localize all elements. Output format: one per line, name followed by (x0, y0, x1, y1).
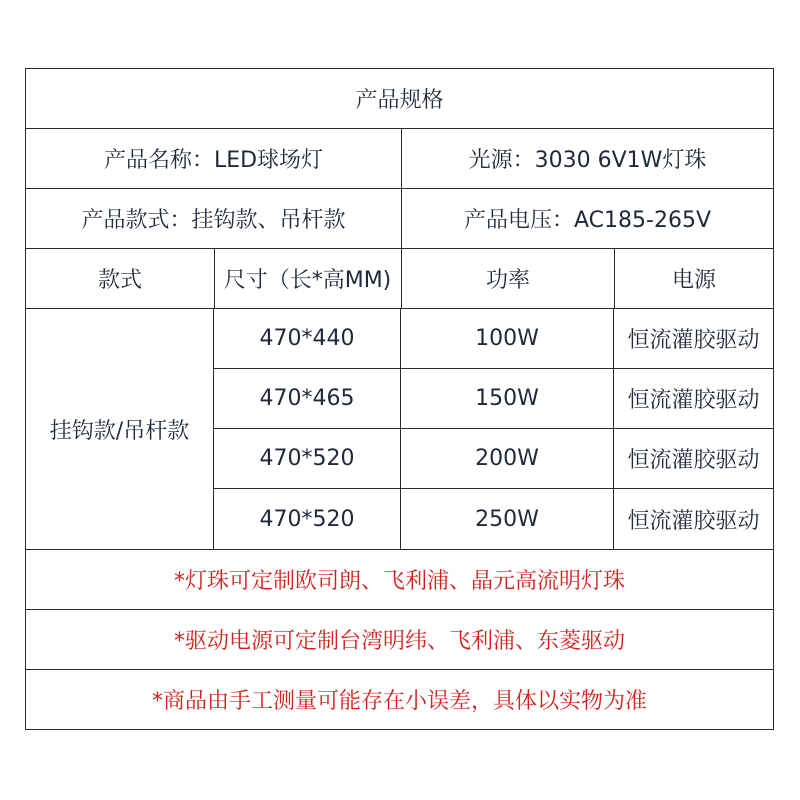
table-row (214, 309, 773, 369)
spec-title: 产品规格 (355, 88, 444, 113)
power-cell: 200W (475, 446, 539, 471)
table-row (214, 489, 773, 549)
product-voltage: 产品电压：AC185-265V (464, 208, 711, 233)
info-row-2 (26, 189, 773, 249)
note-row (26, 550, 773, 610)
note-driver: *驱动电源可定制台湾明纬、飞利浦、东菱驱动 (173, 629, 625, 654)
table-row (214, 369, 773, 429)
note-disclaimer: *商品由手工测量可能存在小误差，具体以实物为准 (151, 689, 647, 714)
data-area (26, 309, 773, 550)
spec-table (25, 68, 774, 730)
size-cell: 470*440 (259, 326, 355, 351)
style-value: 挂钩款/吊杆款 (26, 309, 214, 549)
size-cell: 470*520 (259, 506, 355, 532)
supply-cell: 恒流灌胶驱动 (627, 448, 760, 473)
product-style: 产品款式：挂钩款、吊杆款 (81, 208, 346, 233)
size-cell: 470*520 (259, 446, 355, 471)
product-name: 产品名称：LED球场灯 (103, 148, 324, 173)
table-row (214, 429, 773, 489)
header-size: 尺寸（长*高MM) (223, 268, 392, 293)
header-row (26, 249, 773, 309)
note-row (26, 610, 773, 670)
title-row (26, 69, 773, 129)
note-row (26, 670, 773, 729)
power-cell: 150W (475, 386, 539, 411)
header-supply: 电源 (671, 268, 716, 293)
header-style: 款式 (97, 268, 142, 293)
power-cell: 250W (475, 506, 539, 532)
light-source: 光源：3030 6V1W灯珠 (468, 148, 707, 173)
info-row-1 (26, 129, 773, 189)
supply-cell: 恒流灌胶驱动 (627, 388, 760, 413)
note-led: *灯珠可定制欧司朗、飞利浦、晶元高流明灯珠 (173, 569, 625, 594)
supply-cell: 恒流灌胶驱动 (627, 508, 760, 534)
power-cell: 100W (475, 326, 539, 351)
supply-cell: 恒流灌胶驱动 (627, 328, 760, 353)
header-power: 功率 (485, 268, 530, 293)
size-cell: 470*465 (259, 386, 355, 411)
